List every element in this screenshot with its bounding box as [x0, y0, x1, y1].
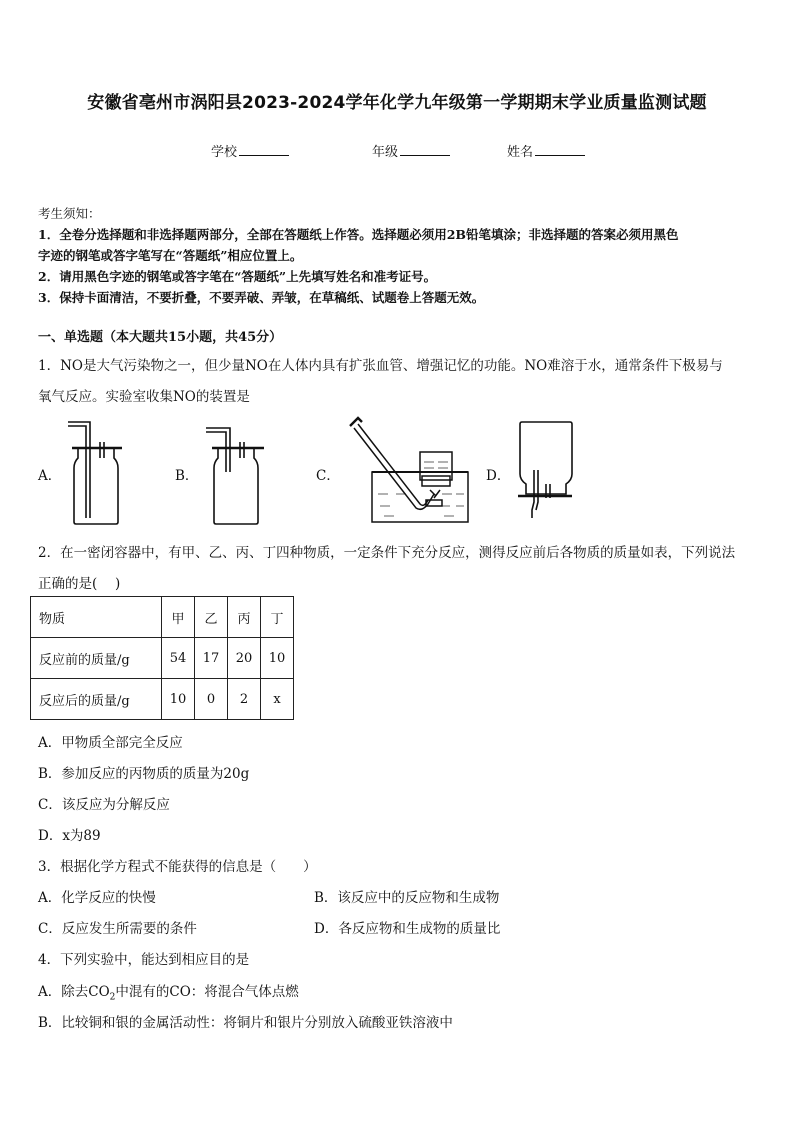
- table-cell: 20: [228, 638, 261, 679]
- q1-stem-line1: 1．NO是大气污染物之一，但少量NO在人体内具有扩张血管、增强记忆的功能。NO难溶于水，通常条件下极易与: [38, 358, 723, 374]
- notice-item: 3．保持卡面清洁，不要折叠，不要弄破、弄皱，在草稿纸、试题卷上答题无效。: [38, 290, 485, 305]
- table-cell: 反应前的质量/g: [31, 638, 162, 679]
- q4-stem: 4．下列实验中，能达到相应目的是: [38, 952, 250, 968]
- table-row: [31, 679, 294, 720]
- q4-option-a-subscript: 2: [109, 992, 116, 1003]
- table-cell: 丙: [228, 597, 261, 638]
- table-cell: 10: [261, 638, 294, 679]
- q4-option-a: [38, 980, 299, 1003]
- q1-option-b-label: B．: [175, 468, 199, 484]
- mass-table: [30, 596, 294, 720]
- table-cell: 反应后的质量/g: [31, 679, 162, 720]
- table-cell: 2: [228, 679, 261, 720]
- table-row: [31, 638, 294, 679]
- q3-option-d: D．各反应物和生成物的质量比: [314, 921, 501, 937]
- grade-field: [372, 141, 450, 160]
- q1-option-c-label: C．: [316, 468, 340, 484]
- q3-option-b: B．该反应中的反应物和生成物: [314, 890, 500, 906]
- notice-item: 1．全卷分选择题和非选择题两部分，全部在答题纸上作答。选择题必须用2B铅笔填涂；非选择题的答案必须用黑色: [38, 227, 679, 242]
- notice-item: 2．请用黑色字迹的钢笔或答字笔在“答题纸”上先填写姓名和准考证号。: [38, 269, 437, 284]
- apparatus-c-image: [344, 416, 474, 526]
- q1-option-d-label: D．: [486, 468, 511, 484]
- table-cell: 54: [162, 638, 195, 679]
- q3-stem: 3．根据化学方程式不能获得的信息是（ ）: [38, 859, 317, 875]
- table-cell: 0: [195, 679, 228, 720]
- q2-option-c: C．该反应为分解反应: [38, 797, 170, 813]
- q4-option-b: B．比较铜和银的金属活动性：将铜片和银片分别放入硫酸亚铁溶液中: [38, 1015, 453, 1031]
- name-blank: [535, 143, 585, 156]
- q3-option-a: A．化学反应的快慢: [38, 890, 156, 906]
- q1-stem-line2: 氧气反应。实验室收集NO的装置是: [38, 389, 250, 405]
- table-cell: 丁: [261, 597, 294, 638]
- q2-stem-line1: 2．在一密闭容器中，有甲、乙、丙、丁四种物质，一定条件下充分反应，测得反应前后各物质的质量如表，下列说法: [38, 545, 736, 561]
- q1-option-a-label: A．: [38, 468, 62, 484]
- apparatus-b-image: [200, 418, 272, 528]
- table-cell: 乙: [195, 597, 228, 638]
- table-cell: 17: [195, 638, 228, 679]
- apparatus-d-image: [512, 418, 582, 528]
- q4-option-a-pre: A．除去CO: [38, 984, 110, 1000]
- q4-option-a-post: 中混有的CO：将混合气体点燃: [115, 984, 299, 1000]
- q2-option-a: A．甲物质全部完全反应: [38, 735, 183, 751]
- school-label: 学校: [211, 145, 238, 160]
- notice-heading: 考生须知：: [38, 206, 101, 221]
- grade-blank: [400, 143, 450, 156]
- school-blank: [239, 143, 289, 156]
- table-row: [31, 597, 294, 638]
- table-cell: x: [261, 679, 294, 720]
- grade-label: 年级: [372, 145, 399, 160]
- table-cell: 甲: [162, 597, 195, 638]
- page-title: 安徽省亳州市涡阳县2023-2024学年化学九年级第一学期期末学业质量监测试题: [87, 93, 707, 113]
- q2-option-d: D．x为89: [38, 828, 101, 844]
- section-heading: 一、单选题（本大题共15小题，共45分）: [38, 330, 283, 345]
- table-cell: 10: [162, 679, 195, 720]
- q2-option-b: B．参加反应的丙物质的质量为20g: [38, 766, 250, 782]
- q3-option-c: C．反应发生所需要的条件: [38, 921, 197, 937]
- notice-item: 字迹的钢笔或答字笔写在“答题纸”相应位置上。: [38, 248, 303, 263]
- name-label: 姓名: [507, 145, 534, 160]
- name-field: [507, 141, 585, 160]
- apparatus-a-image: [60, 418, 132, 528]
- exam-notice: [38, 203, 758, 308]
- table-cell: 物质: [31, 597, 162, 638]
- school-field: [211, 141, 289, 160]
- q2-stem-line2: 正确的是( ): [38, 576, 121, 592]
